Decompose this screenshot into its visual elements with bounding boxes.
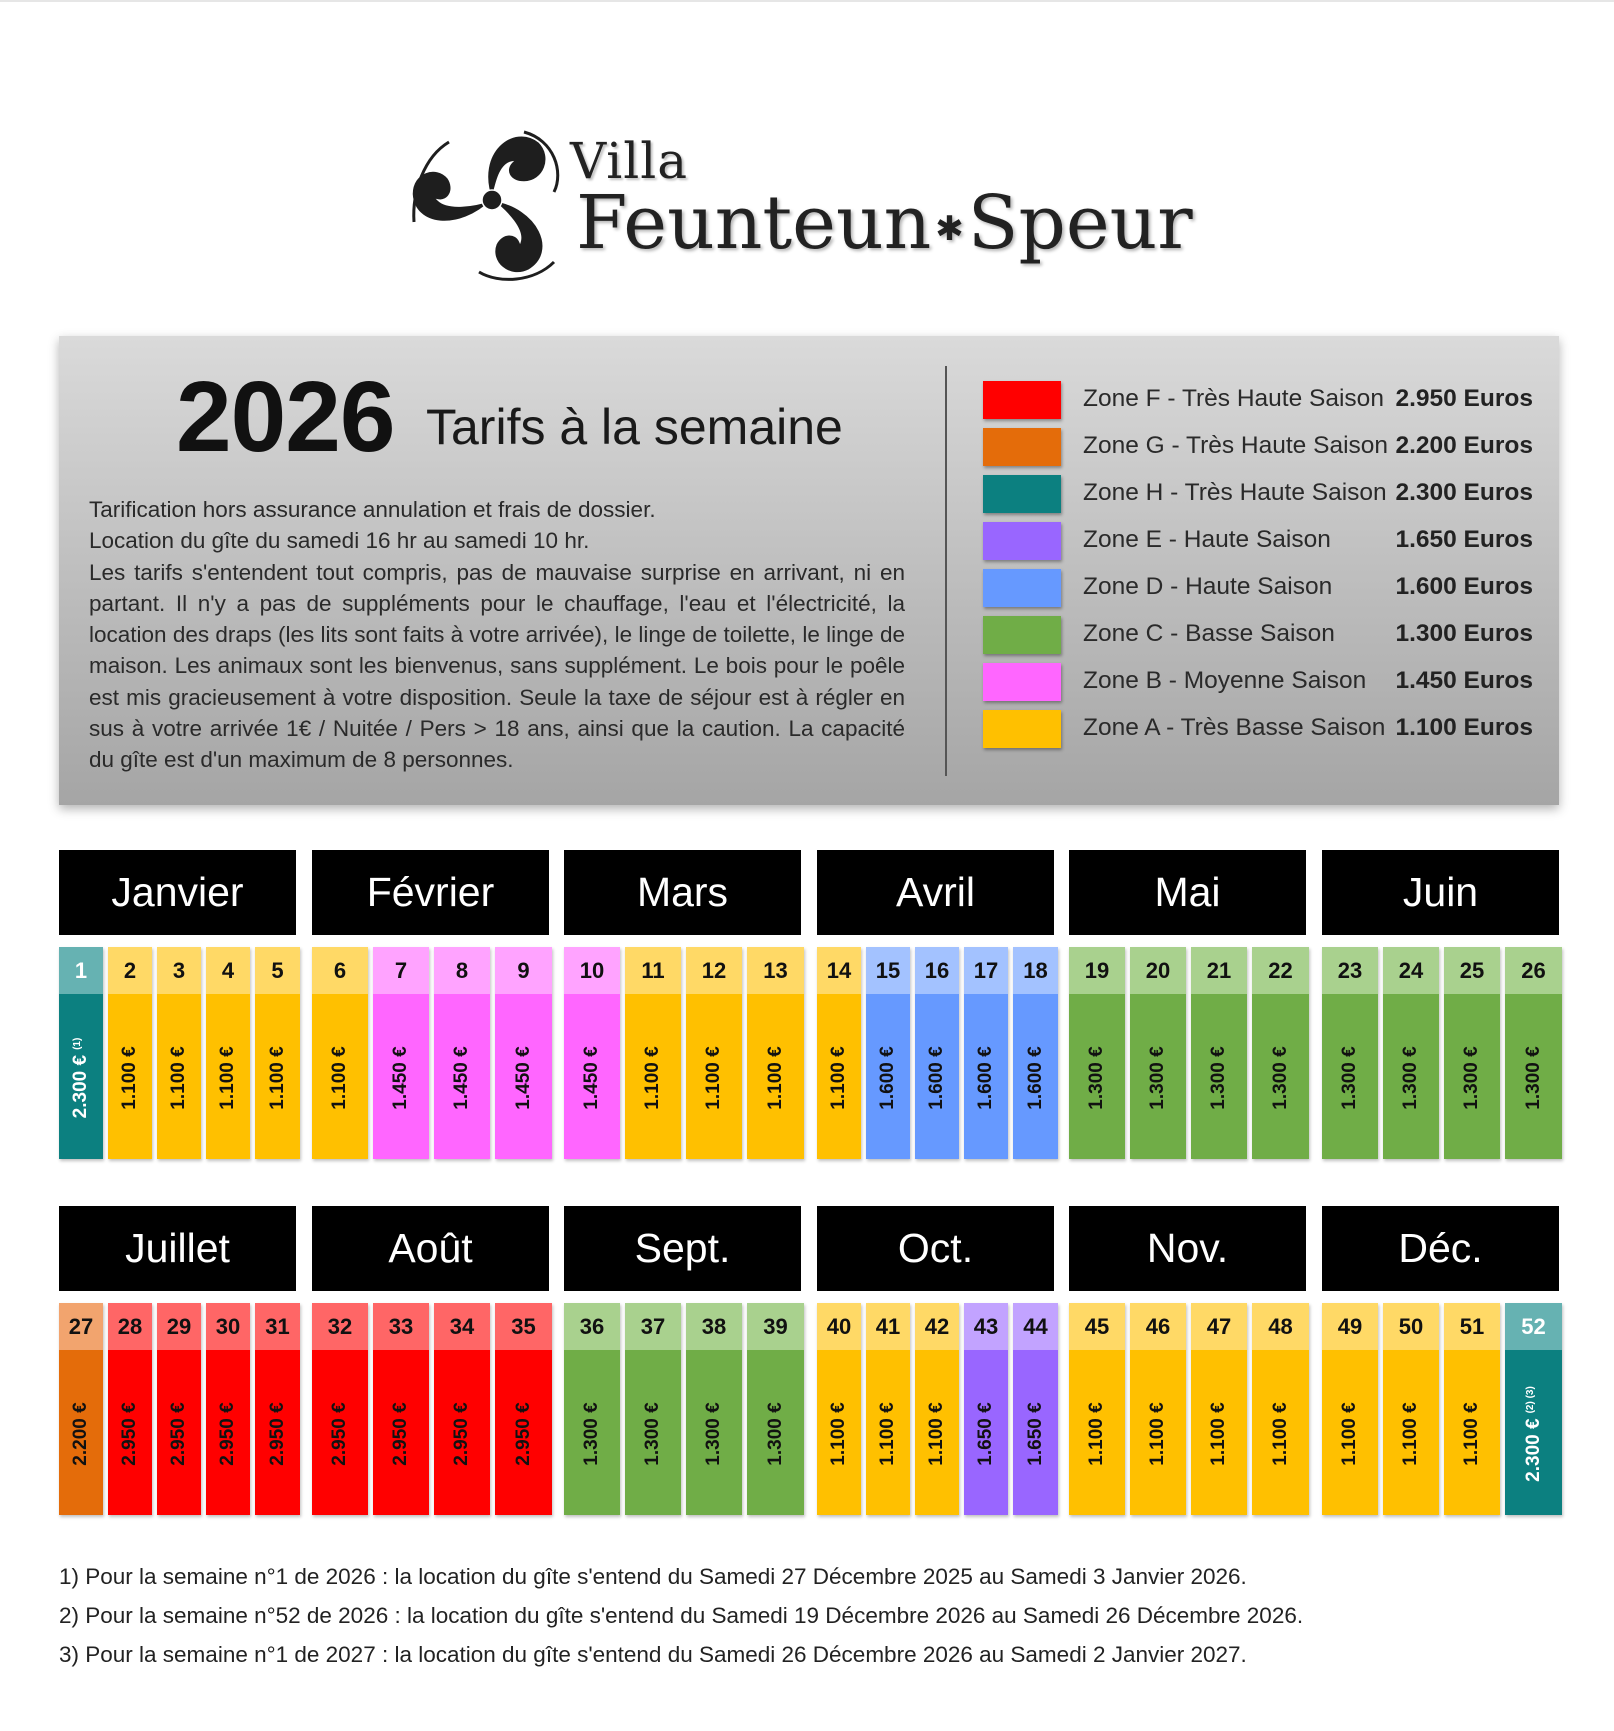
legend-row-zone-h: [983, 475, 1543, 522]
legend-label: Zone D - Haute Saison: [1083, 573, 1333, 600]
month-header: Juillet: [59, 1206, 296, 1291]
week-price: [581, 1402, 603, 1465]
week-cell: [1444, 947, 1500, 1159]
week-number: 38: [686, 1303, 742, 1350]
description-line: Location du gîte du samedi 16 hr au samedi 10 hr.: [89, 528, 590, 554]
week-number: 28: [108, 1303, 152, 1350]
month-header: Sept.: [564, 1206, 801, 1291]
week-number: 25: [1444, 947, 1500, 994]
week-cell: [157, 947, 201, 1159]
legend-swatch: [983, 428, 1061, 466]
week-price: [168, 1402, 190, 1465]
legend-swatch: [983, 663, 1061, 701]
week-price: [1270, 1402, 1292, 1465]
week-number: 48: [1252, 1303, 1309, 1350]
week-number: 7: [373, 947, 429, 994]
week-cell: [1444, 1303, 1500, 1515]
week-cell: [255, 1303, 300, 1515]
week-number: 3: [157, 947, 201, 994]
week-cell: [1505, 1303, 1562, 1515]
week-price-value: 1.450 €: [451, 1046, 472, 1110]
week-price-value: 2.950 €: [329, 1402, 350, 1466]
description-line: Tarification hors assurance annulation et frais de dossier.: [89, 497, 656, 522]
legend-label: Zone F - Très Haute Saison: [1083, 385, 1384, 412]
week-cell: [817, 947, 861, 1159]
week-price-value: 2.950 €: [168, 1402, 189, 1466]
week-number: 31: [255, 1303, 300, 1350]
legend-swatch: [983, 616, 1061, 654]
week-number: 35: [495, 1303, 552, 1350]
legend-row-zone-f: [983, 381, 1543, 428]
week-cell: [1322, 1303, 1378, 1515]
week-number: 17: [964, 947, 1008, 994]
week-price-value: 1.100 €: [217, 1046, 238, 1110]
week-price-value: 1.450 €: [390, 1046, 411, 1110]
week-price: [1147, 1402, 1169, 1465]
week-cell: [686, 947, 742, 1159]
ermine-icon: ✱: [935, 208, 964, 249]
week-number: 45: [1069, 1303, 1125, 1350]
week-number: 24: [1383, 947, 1439, 994]
week-cell: [1505, 947, 1562, 1159]
week-price: [1208, 1402, 1230, 1465]
legend-price: 1.450 Euros: [1395, 667, 1533, 694]
week-number: 26: [1505, 947, 1562, 994]
week-price: [926, 1046, 948, 1109]
week-price: [877, 1402, 899, 1465]
week-price-value: 1.650 €: [1024, 1402, 1046, 1466]
week-cell: [1069, 947, 1125, 1159]
month-header: Janvier: [59, 850, 296, 935]
month-header: Déc.: [1322, 1206, 1559, 1291]
week-price: [390, 1402, 412, 1465]
week-cell: [686, 1303, 742, 1515]
week-price-value: 2.300 €: [70, 1054, 91, 1119]
week-cell: [1322, 947, 1378, 1159]
week-cell: [964, 1303, 1008, 1515]
week-number: 39: [747, 1303, 804, 1350]
week-price: [267, 1046, 289, 1109]
week-price-value: 1.300 €: [1208, 1046, 1229, 1110]
week-price-value: 1.300 €: [1086, 1046, 1107, 1110]
week-number: 20: [1130, 947, 1186, 994]
legend-swatch: [983, 569, 1061, 607]
week-cell: [108, 1303, 152, 1515]
week-number: 12: [686, 947, 742, 994]
week-number: 21: [1191, 947, 1247, 994]
week-price-value: 1.650 €: [975, 1402, 996, 1466]
logo-villa-text: Villa: [570, 132, 689, 190]
month-header: Février: [312, 850, 549, 935]
week-number: 37: [625, 1303, 681, 1350]
week-cell: [564, 947, 620, 1159]
week-price: [975, 1402, 997, 1465]
week-price-value: 1.100 €: [703, 1046, 724, 1110]
week-cell: [1013, 1303, 1058, 1515]
week-price: [119, 1402, 141, 1465]
week-number: 4: [206, 947, 250, 994]
week-price: [70, 1402, 92, 1465]
week-price: [765, 1402, 787, 1465]
week-price: [828, 1402, 850, 1465]
legend-price: 2.950 Euros: [1395, 385, 1533, 412]
week-price: [1400, 1046, 1422, 1109]
footnote: 2) Pour la semaine n°52 de 2026 : la location du gîte s'entend du Samedi 19 Décembre 2026 au Samedi 26 Décembre 2026.: [59, 1603, 1304, 1628]
week-price-value: 1.300 €: [703, 1402, 724, 1466]
week-price: [217, 1046, 239, 1109]
month-header: Oct.: [817, 1206, 1054, 1291]
week-cell: [495, 1303, 552, 1515]
week-price: [217, 1402, 239, 1465]
week-price-value: 1.600 €: [926, 1046, 947, 1110]
month-header: Nov.: [1069, 1206, 1306, 1291]
week-price-value: 1.300 €: [1522, 1046, 1544, 1110]
week-cell: [1383, 1303, 1439, 1515]
week-price-value: 1.300 €: [1400, 1046, 1421, 1110]
week-price-value: 1.600 €: [877, 1046, 898, 1110]
week-price-value: 1.100 €: [642, 1046, 663, 1110]
week-number: 6: [312, 947, 368, 994]
logo: [404, 112, 1204, 288]
footnote: 1) Pour la semaine n°1 de 2026 : la location du gîte s'entend du Samedi 27 Décembre 2025 au Samedi 3 Janvier 2026.: [59, 1564, 1247, 1589]
week-number: 47: [1191, 1303, 1247, 1350]
week-number: 1: [59, 947, 103, 994]
week-cell: [312, 1303, 368, 1515]
week-number: 50: [1383, 1303, 1439, 1350]
week-price-value: 1.600 €: [975, 1046, 996, 1110]
description: [89, 494, 905, 776]
legend-price: 1.100 Euros: [1395, 714, 1533, 741]
week-price-value: 1.300 €: [764, 1402, 786, 1466]
week-price: [703, 1402, 725, 1465]
week-price: [1270, 1046, 1292, 1109]
week-number: 18: [1013, 947, 1058, 994]
week-price: [703, 1046, 725, 1109]
week-cell: [964, 947, 1008, 1159]
week-price-value: 1.450 €: [512, 1046, 534, 1110]
week-cell: [373, 1303, 429, 1515]
legend-swatch: [983, 475, 1061, 513]
week-number: 42: [915, 1303, 959, 1350]
week-cell: [59, 1303, 103, 1515]
legend-price: 2.300 Euros: [1395, 479, 1533, 506]
info-panel: [59, 336, 1559, 805]
week-price-value: 1.100 €: [168, 1046, 189, 1110]
month-header: Juin: [1322, 850, 1559, 935]
week-number: 5: [255, 947, 300, 994]
legend-row-zone-g: [983, 428, 1543, 475]
week-number: 46: [1130, 1303, 1186, 1350]
week-price-value: 2.950 €: [390, 1402, 411, 1466]
week-price-value: 1.100 €: [1147, 1402, 1168, 1466]
week-number: 49: [1322, 1303, 1378, 1350]
zone-legend: [983, 381, 1543, 757]
week-price-value: 1.300 €: [581, 1402, 602, 1466]
week-price: [828, 1046, 850, 1109]
week-number: 2: [108, 947, 152, 994]
week-number: 34: [434, 1303, 490, 1350]
week-cell: [1191, 1303, 1247, 1515]
week-price: [329, 1402, 351, 1465]
week-number: 30: [206, 1303, 250, 1350]
week-price: [1086, 1046, 1108, 1109]
week-cell: [625, 1303, 681, 1515]
week-cell: [866, 1303, 910, 1515]
week-number: 16: [915, 947, 959, 994]
week-price-note: (2) (3): [1524, 1386, 1536, 1414]
month-header: Mars: [564, 850, 801, 935]
footnote: 3) Pour la semaine n°1 de 2027 : la location du gîte s'entend du Samedi 26 Décembre 2026 au Samedi 2 Janvier 2027.: [59, 1642, 1247, 1667]
legend-label: Zone A - Très Basse Saison: [1083, 714, 1386, 741]
week-price: [877, 1046, 899, 1109]
week-price: [926, 1402, 948, 1465]
legend-label: Zone C - Basse Saison: [1083, 620, 1335, 647]
week-price: [1523, 1046, 1545, 1109]
legend-label: Zone E - Haute Saison: [1083, 526, 1331, 553]
week-price-value: 1.600 €: [1024, 1046, 1046, 1110]
week-number: 40: [817, 1303, 861, 1350]
week-price: [329, 1046, 351, 1109]
legend-label: Zone B - Moyenne Saison: [1083, 667, 1367, 694]
legend-swatch: [983, 381, 1061, 419]
week-price-value: 2.950 €: [266, 1402, 288, 1466]
week-cell: [495, 947, 552, 1159]
week-cell: [1069, 1303, 1125, 1515]
week-cell: [1252, 1303, 1309, 1515]
week-price-value: 1.100 €: [1269, 1402, 1291, 1466]
legend-price: 1.300 Euros: [1395, 620, 1533, 647]
week-price-value: 1.100 €: [1086, 1402, 1107, 1466]
week-number: 51: [1444, 1303, 1500, 1350]
week-price: [168, 1046, 190, 1109]
week-price-value: 1.100 €: [926, 1402, 947, 1466]
month-header: Août: [312, 1206, 549, 1291]
year-title: 2026: [176, 361, 395, 473]
week-price-note: (1): [72, 1037, 83, 1050]
week-cell: [373, 947, 429, 1159]
week-price-value: 1.300 €: [1269, 1046, 1291, 1110]
week-price-value: 1.100 €: [266, 1046, 288, 1110]
legend-row-zone-d: [983, 569, 1543, 616]
week-cell: [564, 1303, 620, 1515]
week-price: [1025, 1402, 1047, 1465]
week-number: 13: [747, 947, 804, 994]
week-price: [267, 1402, 289, 1465]
week-number: 14: [817, 947, 861, 994]
week-number: 52: [1505, 1303, 1562, 1350]
week-price: [1025, 1046, 1047, 1109]
week-cell: [915, 947, 959, 1159]
legend-price: 1.650 Euros: [1395, 526, 1533, 553]
week-price-value: 2.300 €: [1522, 1418, 1544, 1482]
week-price-value: 1.100 €: [828, 1046, 849, 1110]
week-price: [70, 1038, 92, 1119]
week-price: [451, 1402, 473, 1465]
week-price: [390, 1046, 412, 1109]
footnotes: [59, 1561, 1559, 1678]
week-price: [1208, 1046, 1230, 1109]
week-cell: [915, 1303, 959, 1515]
week-price: [119, 1046, 141, 1109]
legend-swatch: [983, 522, 1061, 560]
week-price-value: 1.100 €: [329, 1046, 350, 1110]
week-price-value: 2.200 €: [70, 1402, 91, 1466]
legend-price: 2.200 Euros: [1395, 432, 1533, 459]
top-border: [0, 0, 1614, 2]
triskel-icon: [404, 112, 580, 288]
week-number: 15: [866, 947, 910, 994]
week-price-value: 1.100 €: [764, 1046, 786, 1110]
week-cell: [434, 1303, 490, 1515]
week-cell: [1252, 947, 1309, 1159]
week-number: 23: [1322, 947, 1378, 994]
week-number: 8: [434, 947, 490, 994]
week-price-value: 1.300 €: [1147, 1046, 1168, 1110]
week-price: [642, 1402, 664, 1465]
description-line: Les tarifs s'entendent tout compris, pas de mauvaise surprise en arrivant, ni en partant. Il n'y a pas de suppléments pour le chauffage, l'eau et l'électricité, la location des draps (les lits sont faits à votre arrivée), le linge de toilette, le linge de maison. Les animaux sont les bienvenus, sans supplément. Le bois pour le poêle est mis gracieusement à votre disposition. Seule la taxe de séjour est à régler en sus à votre arrivée 1€ / Nuitée / Pers > 18 ans, ainsi que la caution. La capacité du gîte est d'un maximum de 8 personnes.: [89, 559, 905, 773]
week-cell: [1013, 947, 1058, 1159]
week-price: [1339, 1402, 1361, 1465]
week-number: 11: [625, 947, 681, 994]
week-number: 29: [157, 1303, 201, 1350]
week-cell: [817, 1303, 861, 1515]
week-price-value: 1.100 €: [828, 1402, 849, 1466]
logo-name-part2: Speur: [967, 180, 1193, 266]
week-number: 44: [1013, 1303, 1058, 1350]
legend-row-zone-c: [983, 616, 1543, 663]
week-price: [451, 1046, 473, 1109]
week-number: 41: [866, 1303, 910, 1350]
week-price: [1086, 1402, 1108, 1465]
week-price-value: 1.100 €: [1339, 1402, 1360, 1466]
week-cell: [59, 947, 103, 1159]
week-number: 36: [564, 1303, 620, 1350]
week-cell: [434, 947, 490, 1159]
legend-price: 1.600 Euros: [1395, 573, 1533, 600]
week-price: [1461, 1402, 1483, 1465]
page-subtitle: Tarifs à la semaine: [426, 399, 843, 455]
week-cell: [625, 947, 681, 1159]
week-price: [642, 1046, 664, 1109]
month-header: Avril: [817, 850, 1054, 935]
week-cell: [206, 1303, 250, 1515]
week-price: [1147, 1046, 1169, 1109]
legend-row-zone-b: [983, 663, 1543, 710]
week-cell: [108, 947, 152, 1159]
week-cell: [1130, 1303, 1186, 1515]
week-price: [975, 1046, 997, 1109]
week-price: [765, 1046, 787, 1109]
week-price-value: 1.300 €: [1339, 1046, 1360, 1110]
week-price-value: 1.100 €: [1400, 1402, 1421, 1466]
logo-name-part1: Feunteun: [576, 180, 932, 266]
week-price: [1523, 1386, 1545, 1482]
week-price-value: 2.950 €: [119, 1402, 140, 1466]
week-number: 33: [373, 1303, 429, 1350]
week-price: [1400, 1402, 1422, 1465]
logo-name: [576, 180, 1193, 266]
week-cell: [1383, 947, 1439, 1159]
month-header: Mai: [1069, 850, 1306, 935]
legend-row-zone-a: [983, 710, 1543, 757]
week-price-value: 1.100 €: [119, 1046, 140, 1110]
week-cell: [1130, 947, 1186, 1159]
week-price: [513, 1046, 535, 1109]
legend-row-zone-e: [983, 522, 1543, 569]
week-cell: [866, 947, 910, 1159]
week-cell: [255, 947, 300, 1159]
week-price-value: 2.950 €: [512, 1402, 534, 1466]
week-price: [581, 1046, 603, 1109]
week-cell: [747, 947, 804, 1159]
week-price: [1339, 1046, 1361, 1109]
legend-swatch: [983, 710, 1061, 748]
week-number: 32: [312, 1303, 368, 1350]
week-number: 19: [1069, 947, 1125, 994]
week-price-value: 2.950 €: [451, 1402, 472, 1466]
divider: [945, 366, 947, 776]
week-price-value: 1.100 €: [1461, 1402, 1482, 1466]
week-number: 9: [495, 947, 552, 994]
week-cell: [1191, 947, 1247, 1159]
week-price-value: 1.450 €: [581, 1046, 602, 1110]
week-price: [1461, 1046, 1483, 1109]
week-number: 43: [964, 1303, 1008, 1350]
week-cell: [206, 947, 250, 1159]
week-price-value: 1.100 €: [877, 1402, 898, 1466]
week-cell: [747, 1303, 804, 1515]
legend-label: Zone H - Très Haute Saison: [1083, 479, 1387, 506]
week-number: 22: [1252, 947, 1309, 994]
week-price-value: 2.950 €: [217, 1402, 238, 1466]
week-price-value: 1.100 €: [1208, 1402, 1229, 1466]
legend-label: Zone G - Très Haute Saison: [1083, 432, 1389, 459]
week-price-value: 1.300 €: [1461, 1046, 1482, 1110]
week-number: 27: [59, 1303, 103, 1350]
week-price: [513, 1402, 535, 1465]
week-cell: [312, 947, 368, 1159]
week-number: 10: [564, 947, 620, 994]
week-cell: [157, 1303, 201, 1515]
week-price-value: 1.300 €: [642, 1402, 663, 1466]
